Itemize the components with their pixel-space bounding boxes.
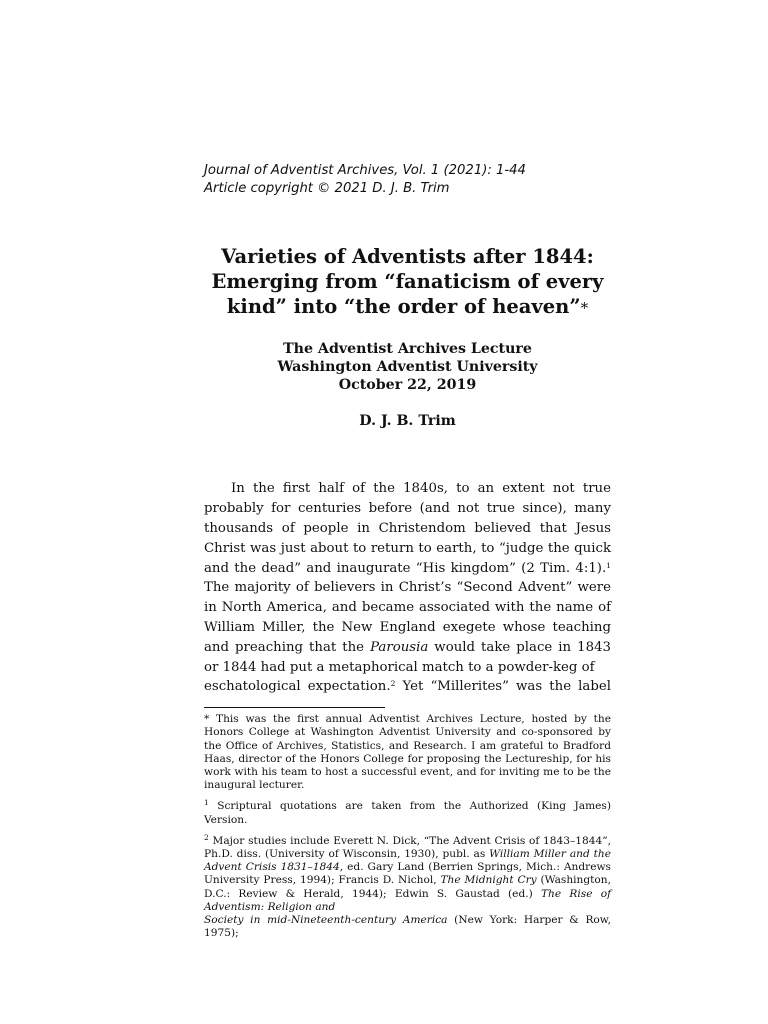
title-line-2: Emerging from “fanaticism of every <box>211 270 604 293</box>
lecture-date: October 22, 2019 <box>338 376 477 393</box>
body-text-2: The majority of believers in Christ’s “Second Advent” were in North America, and became associated with the name of William Miller, the New England exegete whose teaching and preaching that the <box>204 580 611 655</box>
lecture-name: The Adventist Archives Lecture <box>283 341 532 357</box>
footnote-2-number: 2 <box>204 832 209 842</box>
article-title <box>204 244 611 321</box>
footnote-2-text-a: Major studies include Everett N. Dick, “The Advent Crisis of 1843–1844”, Ph.D. diss. (University of Wisconsin, 1930), publ. as <box>204 834 611 860</box>
footnote-ref-2[interactable]: 2 <box>390 679 396 689</box>
title-line-3: kind” into “the order of heaven” <box>226 295 581 318</box>
body-text-4: eschatological expectation. <box>204 679 391 695</box>
footnote-2 <box>204 832 612 941</box>
footnote-1-number: 1 <box>204 798 209 808</box>
journal-citation: Journal of Adventist Archives, Vol. 1 (2021): 1-44 <box>204 163 526 178</box>
body-last-line <box>204 677 611 697</box>
body-text-1: In the first half of the 1840s, to an extent not true probably for centuries before (and not true since), many thousands of people in Christendom believed that Jesus Christ was just about to return to earth, to “judge the quick and the dead” and inaugurate “His kingdom” (2 Tim. 4:1). <box>204 481 611 576</box>
footnote-2-italic-d: The Midnight Cry <box>440 874 537 887</box>
footnote-2-text-c: , ed. Gary Land (Berrien Springs, Mich.: Andrews University Press, 1994); Francis D. Nichol, <box>204 861 611 887</box>
footnote-star: * This was the first annual Adventist Archives Lecture, hosted by the Honors College at Washington Adventist University and co-sponsored by the Office of Archives, Statistics, and Research. I am grateful to Bradford Haas, director of the Honors College for proposing the Lectureship, for his work with his team to host a successful event, and for inviting me to be the inaugural lecturer. <box>204 713 611 792</box>
footnote-2-text-e: (Washington, D.C.: Review & Herald, 1944); Edwin S. Gaustad (ed.) <box>204 874 611 900</box>
footnote-2-italic-g: Society in mid-Nineteenth-century America <box>204 914 448 926</box>
body-paragraph <box>204 479 611 697</box>
footnote-2-italic-b: William Miller and the Advent Crisis 1831–1844 <box>204 847 611 874</box>
author-name: D. J. B. Trim <box>359 413 456 430</box>
title-line-1: Varieties of Adventists after 1844: <box>221 245 594 268</box>
body-text-5: Yet “Millerites” was the label <box>395 679 611 695</box>
footnote-2-last-line <box>204 914 611 940</box>
footnote-divider <box>204 707 385 708</box>
footnote-1-text: Scriptural quotations are taken from the Authorized (King James) Version. <box>204 800 611 826</box>
footnote-2-text-h: (New York: Harper & Row, 1975); <box>204 914 611 940</box>
copyright-line: Article copyright © 2021 D. J. B. Trim <box>204 180 450 196</box>
footnote-1 <box>204 800 611 826</box>
footnote-2-italic-f: The Rise of Adventism: Religion and <box>204 887 612 913</box>
footnote-ref-1[interactable]: 1 <box>606 560 611 570</box>
lecture-info <box>204 341 611 394</box>
body-italic-parousia: Parousia <box>370 639 429 655</box>
body-text-3: would take place in 1843 or 1844 had put a metaphorical match to a powder-keg of <box>204 639 611 675</box>
title-footnote-mark[interactable]: * <box>580 299 589 317</box>
article-page <box>204 162 611 940</box>
lecture-institution: Washington Adventist University <box>277 358 538 375</box>
